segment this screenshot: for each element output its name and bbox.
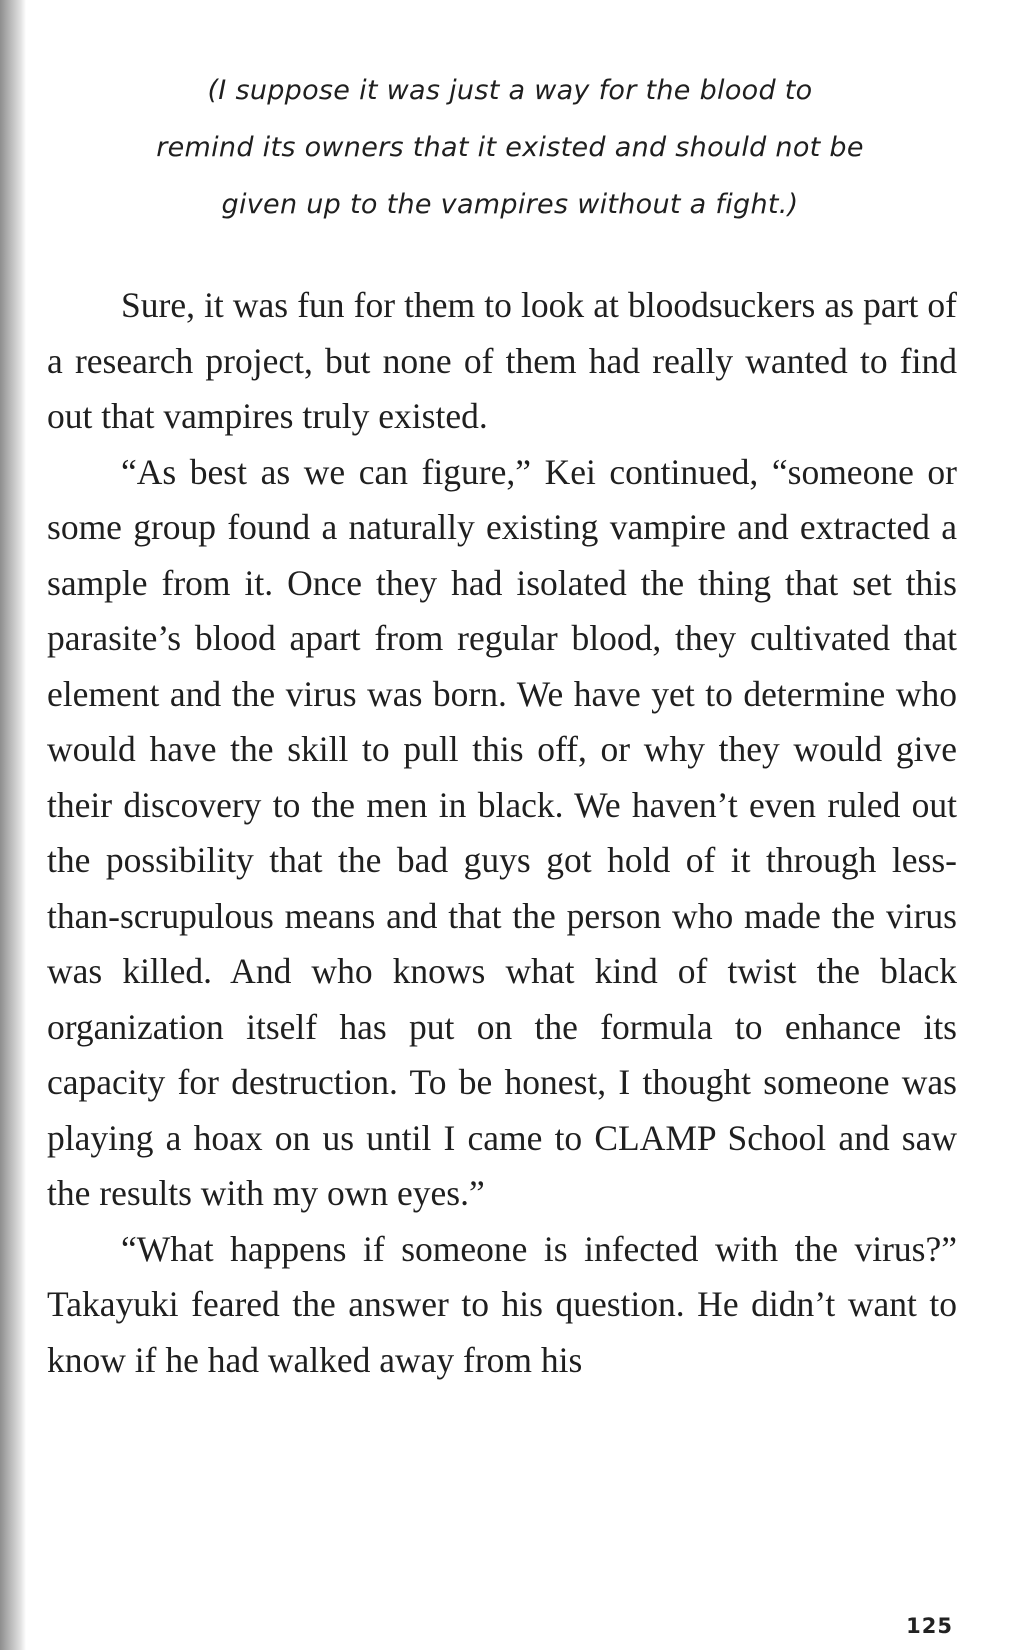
page-number: 125: [906, 1614, 953, 1638]
paragraph: Sure, it was fun for them to look at bloodsuckers as part of a research project, but none of them had really wanted to find out that vampires truly existed.: [47, 285, 957, 436]
page-gutter-shadow: [0, 0, 26, 1650]
body-text: [47, 278, 957, 1388]
aside-line: remind its owners that it existed and should not be: [156, 132, 864, 163]
paragraph: “As best as we can figure,” Kei continued, “someone or some group found a naturally existing vampire and extracted a sample from it. Once they had isolated the thing that set this parasite’s blood apart from regular blood, they cultivated that element and the virus was born. We have yet to determine who would have the skill to pull this off, or why they would give their discovery to the men in black. We haven’t even ruled out the possibility that the bad guys got hold of it through less-than-scrupulous means and that the person who made the virus was killed. And who knows what kind of twist the black organization itself has put on the formula to enhance its capacity for destruction. To be honest, I thought someone was playing a hoax on us until I came to CLAMP School and saw the results with my own eyes.”: [47, 451, 957, 1213]
aside-line: (I suppose it was just a way for the blood to: [207, 75, 813, 106]
italic-aside: [60, 62, 960, 233]
paragraph: “What happens if someone is infected with the virus?” Takayuki feared the answer to his question. He didn’t want to know if he had walked away from his: [47, 1228, 957, 1380]
aside-line: given up to the vampires without a fight.): [221, 189, 799, 220]
